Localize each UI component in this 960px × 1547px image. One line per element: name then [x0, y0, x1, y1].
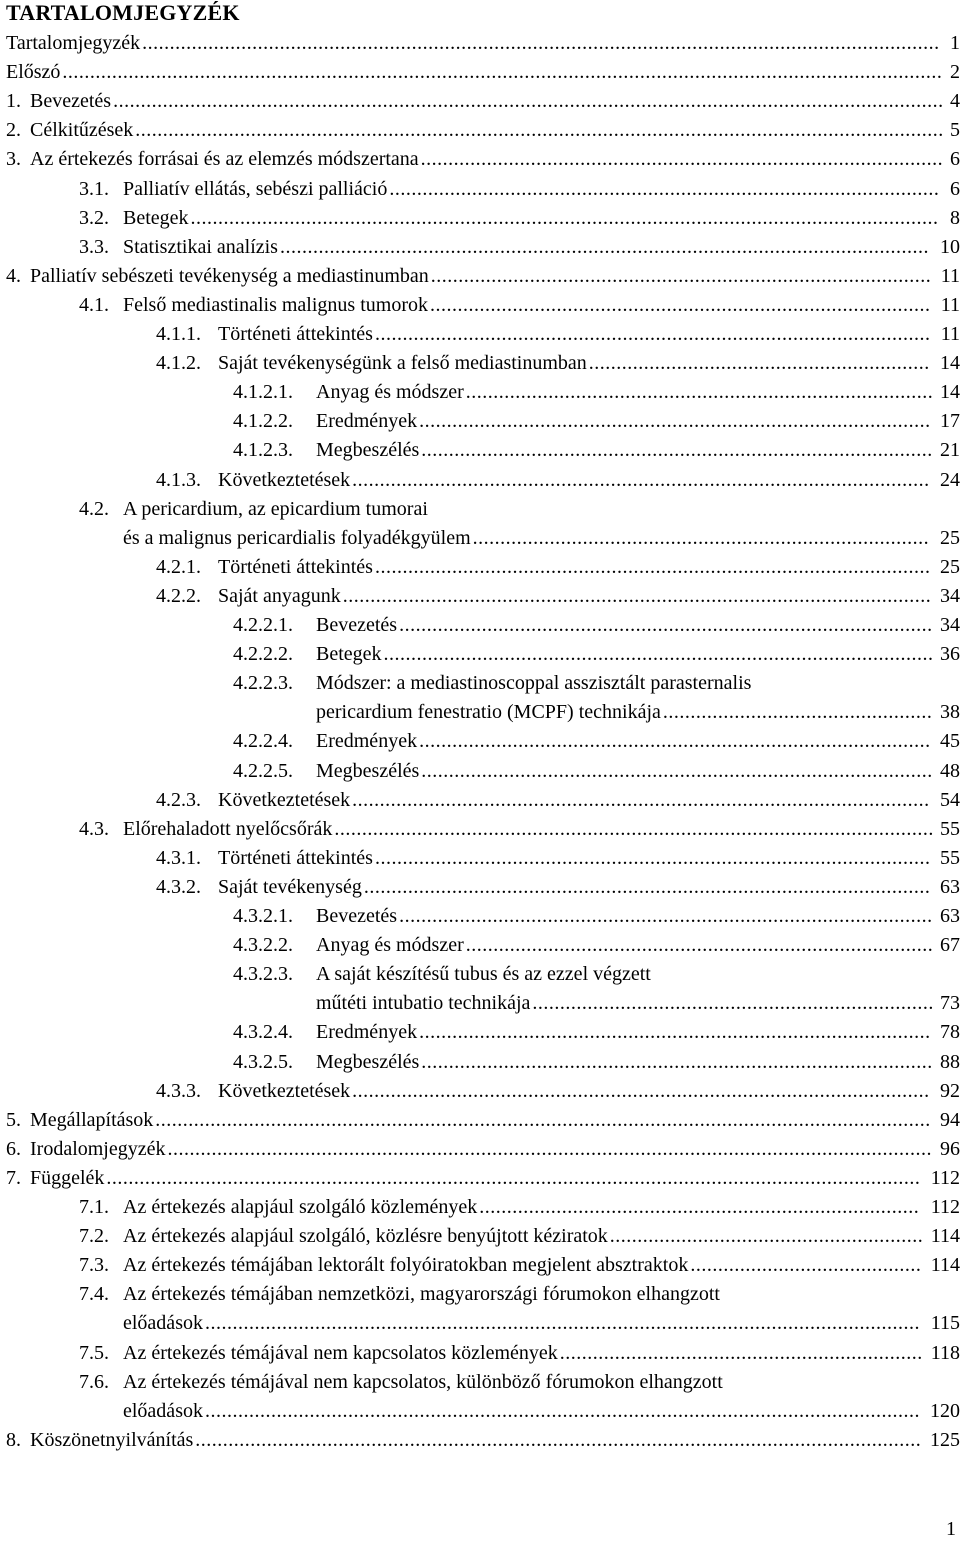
- dot-leader: ........................................................................................................................................: [190, 206, 939, 229]
- toc-entry-title: Statisztikai analízis: [123, 235, 278, 258]
- toc-entry-page: 63: [940, 875, 960, 898]
- toc-entry-title: Módszer: a mediastinoscoppal asszisztált parasternalis: [316, 672, 752, 695]
- toc-entry: [0, 88, 960, 114]
- toc-entry-number: 7.4.: [79, 1283, 109, 1306]
- toc-entry-number: 4.: [6, 264, 21, 287]
- toc-entry: [0, 1019, 960, 1045]
- toc-entry: [0, 932, 960, 958]
- toc-entry: [0, 758, 960, 784]
- toc-entry-page: 38: [940, 701, 960, 724]
- toc-entry-page: 1: [950, 32, 960, 54]
- toc-entry-title: Megállapítások: [30, 1108, 154, 1131]
- toc-entry: [0, 1223, 960, 1249]
- toc-entry: [0, 1136, 960, 1162]
- dot-leader: .........................................................: [609, 1225, 924, 1248]
- toc-entry-title: Felső mediastinalis malignus tumorok: [123, 293, 428, 316]
- toc-entry-number: 4.3.2.: [156, 875, 201, 898]
- dot-leader: ...........................................................................................................................................: [167, 1137, 932, 1160]
- toc-entry-number: 4.1.2.1.: [233, 381, 293, 404]
- dot-leader: ................................................................................: [479, 1196, 920, 1218]
- toc-entry-title: és a malignus pericardialis folyadékgyülem: [123, 526, 471, 549]
- dot-leader: .................................................................................................: [399, 905, 933, 927]
- toc-entry-number: 6.: [6, 1137, 21, 1160]
- dot-leader: .......................................................................................................: [363, 875, 931, 898]
- toc-entry-page: 36: [940, 643, 960, 666]
- toc-entry-number: 4.2.1.: [156, 555, 201, 578]
- toc-entry-title: Az értekezés forrásai és az elemzés módszertana: [30, 148, 419, 171]
- toc-entry: [0, 1427, 960, 1453]
- toc-entry-title: Célkitűzések: [30, 119, 134, 142]
- toc-entry-page: 5: [950, 119, 960, 142]
- dot-leader: .................................................................................................: [399, 614, 933, 636]
- toc-entry-page: 4: [950, 90, 960, 113]
- toc-entry-number: 4.2.3.: [156, 788, 201, 811]
- toc-entry-page: 55: [940, 817, 960, 840]
- toc-entry-title: Megbeszélés: [316, 439, 420, 462]
- toc-entry-title: Bevezetés: [30, 90, 112, 113]
- toc-entry-title: Előrehaladott nyelőcsőrák: [123, 817, 333, 840]
- toc-entry-number: 7.5.: [79, 1341, 109, 1364]
- toc-entry-title: Az értekezés témájában nemzetközi, magyarországi fórumokon elhangzott: [123, 1283, 720, 1306]
- toc-entry-page: 73: [940, 992, 960, 1015]
- toc-entry: [0, 1049, 960, 1075]
- toc-entry-title: Betegek: [123, 206, 189, 229]
- toc-entry-number: 3.: [6, 148, 21, 171]
- toc-entry-page: 112: [930, 1166, 960, 1189]
- dot-leader: ...................................................................................: [472, 526, 930, 549]
- dot-leader: .................................................: [662, 701, 933, 724]
- toc-entry: [0, 1281, 960, 1307]
- toc-entry-title: Tartalomjegyzék: [6, 32, 141, 54]
- toc-entry-number: 4.2.2.: [156, 584, 201, 607]
- toc-entry-number: 4.3.: [79, 817, 109, 840]
- toc-entry: [0, 641, 960, 667]
- dot-leader: .................................................................................................................................................: [142, 32, 940, 54]
- dot-leader: .......................................................................................................................................................: [113, 90, 944, 113]
- toc-entry: [0, 408, 960, 434]
- toc-entry: [0, 176, 960, 202]
- toc-entry: [0, 816, 960, 842]
- toc-entry-title: Saját tevékenységünk a felső mediastinumban: [218, 352, 587, 375]
- toc-entry-number: 4.1.3.: [156, 468, 201, 491]
- dot-leader: ...........................................................................................: [429, 293, 931, 316]
- toc-entry-page: 55: [940, 846, 960, 869]
- toc-entry: [0, 1369, 960, 1395]
- toc-entry-title: Irodalomjegyzék: [30, 1137, 166, 1160]
- toc-entry-page: 92: [940, 1079, 960, 1102]
- dot-leader: ....................................................................................................: [389, 177, 940, 200]
- toc-entry-title: Következtetések: [218, 788, 351, 811]
- toc-entry-page: 112: [930, 1196, 960, 1218]
- toc-entry: [0, 350, 960, 376]
- dot-leader: .........................................................................................................: [352, 1079, 930, 1102]
- toc-entry: [0, 59, 960, 85]
- toc-entry-title: Az értekezés alapjául szolgáló, közlésre benyújtott kéziratok: [123, 1225, 608, 1248]
- toc-entry-page: 6: [950, 177, 960, 200]
- toc-entry-number: 7.6.: [79, 1370, 109, 1393]
- toc-entry: [0, 670, 960, 696]
- toc-entry-page: 67: [940, 934, 960, 957]
- toc-entry-number: 5.: [6, 1108, 21, 1131]
- toc-entry: [0, 146, 960, 172]
- toc-entry-title: előadások: [123, 1399, 203, 1422]
- toc-entry: [0, 699, 960, 725]
- dot-leader: ...............................................................................................: [420, 148, 944, 171]
- toc-entry: [0, 1078, 960, 1104]
- toc-entry-title: Előszó: [6, 61, 61, 84]
- dot-leader: .............................................................................................: [419, 1021, 931, 1044]
- toc-entry: [0, 30, 960, 56]
- toc-entry-title: Eredmények: [316, 730, 418, 753]
- toc-entry-number: 4.1.2.3.: [233, 439, 293, 462]
- dot-leader: .............................................................................................: [421, 759, 933, 782]
- dot-leader: .............................................................................................................: [334, 817, 934, 840]
- toc-entry-number: 8.: [6, 1428, 21, 1451]
- dot-leader: ..................................................................: [559, 1341, 923, 1364]
- toc-entry-page: 120: [930, 1399, 960, 1422]
- toc-entry: [0, 728, 960, 754]
- toc-entry-page: 10: [940, 235, 960, 258]
- toc-entry-title: Eredmények: [316, 1021, 418, 1044]
- toc-entry: [0, 1194, 960, 1220]
- toc-entry-title: Megbeszélés: [316, 759, 420, 782]
- toc-entry-page: 8: [950, 206, 960, 229]
- toc-entry-title: Történeti áttekintés: [218, 846, 373, 869]
- toc-entry-number: 4.3.3.: [156, 1079, 201, 1102]
- toc-entry-page: 21: [940, 439, 960, 462]
- toc-entry-number: 3.3.: [79, 235, 109, 258]
- toc-entry-number: 4.1.: [79, 293, 109, 316]
- toc-entry-number: 4.2.2.5.: [233, 759, 293, 782]
- toc-entry-page: 25: [940, 526, 960, 549]
- toc-entry-page: 114: [930, 1225, 960, 1248]
- dot-leader: .............................................................................................: [421, 439, 933, 462]
- toc-entry: [0, 612, 960, 638]
- toc-entry-title: pericardium fenestratio (MCPF) technikája: [316, 701, 661, 724]
- toc-entry-number: 7.3.: [79, 1254, 109, 1277]
- toc-entry: [0, 321, 960, 347]
- dot-leader: ..............................................................: [588, 352, 930, 375]
- toc-entry-title: Bevezetés: [316, 614, 398, 636]
- toc-entry-title: Függelék: [30, 1166, 105, 1189]
- toc-entry-number: 4.3.2.1.: [233, 905, 293, 927]
- toc-entry: [0, 437, 960, 463]
- dot-leader: .....................................................................................................: [374, 323, 931, 345]
- dot-leader: .........................................................................................................: [352, 468, 930, 491]
- toc-entry-title: előadások: [123, 1312, 203, 1335]
- toc-entry-title: Saját tevékenység: [218, 875, 362, 898]
- toc-entry: [0, 379, 960, 405]
- toc-entry-page: 2: [950, 61, 960, 84]
- toc-entry-page: 115: [930, 1312, 960, 1335]
- toc-entry-title: műtéti intubatio technikája: [316, 992, 531, 1015]
- toc-entry-page: 78: [940, 1021, 960, 1044]
- toc-entry-title: A saját készítésű tubus és az ezzel végzett: [316, 963, 651, 986]
- toc-entry-page: 14: [940, 352, 960, 375]
- toc-entry-number: 1.: [6, 90, 21, 113]
- toc-entry: [0, 467, 960, 493]
- page-number: 1: [946, 1518, 956, 1540]
- toc-entry-number: 4.2.2.2.: [233, 643, 293, 666]
- toc-entry-number: 4.1.1.: [156, 323, 201, 345]
- toc-entry-page: 6: [950, 148, 960, 171]
- dot-leader: ..................................................................................................................................: [204, 1312, 920, 1335]
- toc-entry-title: Az értekezés témájával nem kapcsolatos, különböző fórumokon elhangzott: [123, 1370, 723, 1393]
- toc-entry: [0, 583, 960, 609]
- toc-entry: [0, 525, 960, 551]
- toc-entry-page: 88: [940, 1050, 960, 1073]
- toc-entry-page: 48: [940, 759, 960, 782]
- dot-leader: ....................................................................................................: [383, 643, 934, 666]
- toc-entry: [0, 787, 960, 813]
- toc-entry-title: Következtetések: [218, 1079, 351, 1102]
- toc-entry-title: Saját anyagunk: [218, 584, 341, 607]
- toc-entry-page: 94: [940, 1108, 960, 1131]
- toc-entry-page: 54: [940, 788, 960, 811]
- toc-entry: [0, 845, 960, 871]
- toc-entry-page: 114: [930, 1254, 960, 1277]
- toc-entry-number: 3.2.: [79, 206, 109, 229]
- toc-entry: [0, 263, 960, 289]
- dot-leader: ....................................................................................................................................: [195, 1428, 922, 1451]
- toc-entry-title: A pericardium, az epicardium tumorai: [123, 497, 428, 520]
- toc-entry: [0, 234, 960, 260]
- toc-entry-title: Következtetések: [218, 468, 351, 491]
- dot-leader: .....................................................................................................: [374, 555, 931, 578]
- toc-entry-number: 4.2.: [79, 497, 109, 520]
- toc-entry: [0, 1107, 960, 1133]
- dot-leader: .........................................................................: [532, 992, 934, 1015]
- dot-leader: .....................................................................................................: [374, 846, 931, 869]
- toc-entry: [0, 496, 960, 522]
- dot-leader: .............................................................................................: [421, 1050, 933, 1073]
- toc-entry: [0, 1165, 960, 1191]
- toc-entry-title: Az értekezés témájában lektorált folyóiratokban megjelent absztraktok: [123, 1254, 689, 1277]
- toc-entry-number: 7.1.: [79, 1196, 109, 1218]
- toc-entry-title: Palliatív ellátás, sebészi palliáció: [123, 177, 388, 200]
- toc-entry-page: 45: [940, 730, 960, 753]
- toc-entry: [0, 1252, 960, 1278]
- toc-entry-title: Eredmények: [316, 410, 418, 433]
- toc-entry-number: 2.: [6, 119, 21, 142]
- document-title: TARTALOMJEGYZÉK: [6, 0, 240, 25]
- toc-entry: [0, 117, 960, 143]
- toc-entry-page: 118: [930, 1341, 960, 1364]
- dot-leader: ..........................................: [690, 1254, 922, 1277]
- toc-entry-number: 3.1.: [79, 177, 109, 200]
- dot-leader: ...........................................................................................................: [342, 584, 932, 607]
- toc-entry-page: 17: [940, 410, 960, 433]
- toc-entry-number: 7.: [6, 1166, 21, 1189]
- toc-entry: [0, 961, 960, 987]
- toc-entry-title: Anyag és módszer: [316, 381, 464, 404]
- toc-entry-page: 34: [940, 614, 960, 636]
- toc-entry-number: 4.1.2.2.: [233, 410, 293, 433]
- toc-entry-page: 25: [940, 555, 960, 578]
- toc-entry-page: 63: [940, 905, 960, 927]
- dot-leader: .....................................................................................: [465, 381, 934, 404]
- toc-entry-number: 4.3.2.2.: [233, 934, 293, 957]
- toc-entry-title: Köszönetnyilvánítás: [30, 1428, 194, 1451]
- dot-leader: .............................................................................................: [419, 730, 931, 753]
- toc-entry-title: Anyag és módszer: [316, 934, 464, 957]
- toc-entry-title: Történeti áttekintés: [218, 323, 373, 345]
- toc-entry-number: 4.2.2.4.: [233, 730, 293, 753]
- toc-entry-number: 4.2.2.1.: [233, 614, 293, 636]
- toc-entry: [0, 874, 960, 900]
- dot-leader: ...........................................................................................: [430, 264, 932, 287]
- dot-leader: ..................................................................................................................................: [204, 1399, 920, 1422]
- toc-entry: [0, 205, 960, 231]
- toc-entry-number: 4.3.1.: [156, 846, 201, 869]
- toc-entry-page: 34: [940, 584, 960, 607]
- toc-entry-title: Az értekezés témájával nem kapcsolatos közlemények: [123, 1341, 558, 1364]
- toc-entry-page: 24: [940, 468, 960, 491]
- dot-leader: ......................................................................................................................: [279, 235, 929, 258]
- dot-leader: .............................................................................................: [419, 410, 931, 433]
- toc-entry: [0, 990, 960, 1016]
- toc-entry-page: 11: [940, 323, 960, 345]
- dot-leader: .............................................................................................................................................: [155, 1108, 931, 1131]
- toc-entry-page: 125: [930, 1428, 960, 1451]
- toc-entry-title: Bevezetés: [316, 905, 398, 927]
- toc-entry: [0, 1340, 960, 1366]
- toc-entry-page: 11: [940, 293, 960, 316]
- dot-leader: ....................................................................................................................................................: [106, 1166, 921, 1189]
- toc-entry-number: 4.2.2.3.: [233, 672, 293, 695]
- toc-entry: [0, 903, 960, 929]
- toc-entry-number: 4.1.2.: [156, 352, 201, 375]
- toc-entry-title: Megbeszélés: [316, 1050, 420, 1073]
- dot-leader: ................................................................................................................................................................: [62, 61, 943, 84]
- toc-entry-number: 4.3.2.5.: [233, 1050, 293, 1073]
- toc-entry: [0, 292, 960, 318]
- dot-leader: .........................................................................................................: [352, 788, 930, 811]
- toc-entry-number: 4.3.2.4.: [233, 1021, 293, 1044]
- toc-entry-page: 14: [940, 381, 960, 404]
- toc-entry: [0, 554, 960, 580]
- dot-leader: ...................................................................................................................................................: [135, 119, 944, 142]
- toc-entry-page: 11: [940, 264, 960, 287]
- toc-entry-title: Palliatív sebészeti tevékenység a mediastinumban: [30, 264, 429, 287]
- toc-entry: [0, 1310, 960, 1336]
- toc-entry-title: Betegek: [316, 643, 382, 666]
- dot-leader: .....................................................................................: [465, 934, 934, 957]
- toc-entry-number: 7.2.: [79, 1225, 109, 1248]
- toc-entry-title: Az értekezés alapjául szolgáló közlemények: [123, 1196, 478, 1218]
- toc-entry: [0, 1398, 960, 1424]
- toc-entry-page: 96: [940, 1137, 960, 1160]
- toc-entry-title: Történeti áttekintés: [218, 555, 373, 578]
- toc-entry-number: 4.3.2.3.: [233, 963, 293, 986]
